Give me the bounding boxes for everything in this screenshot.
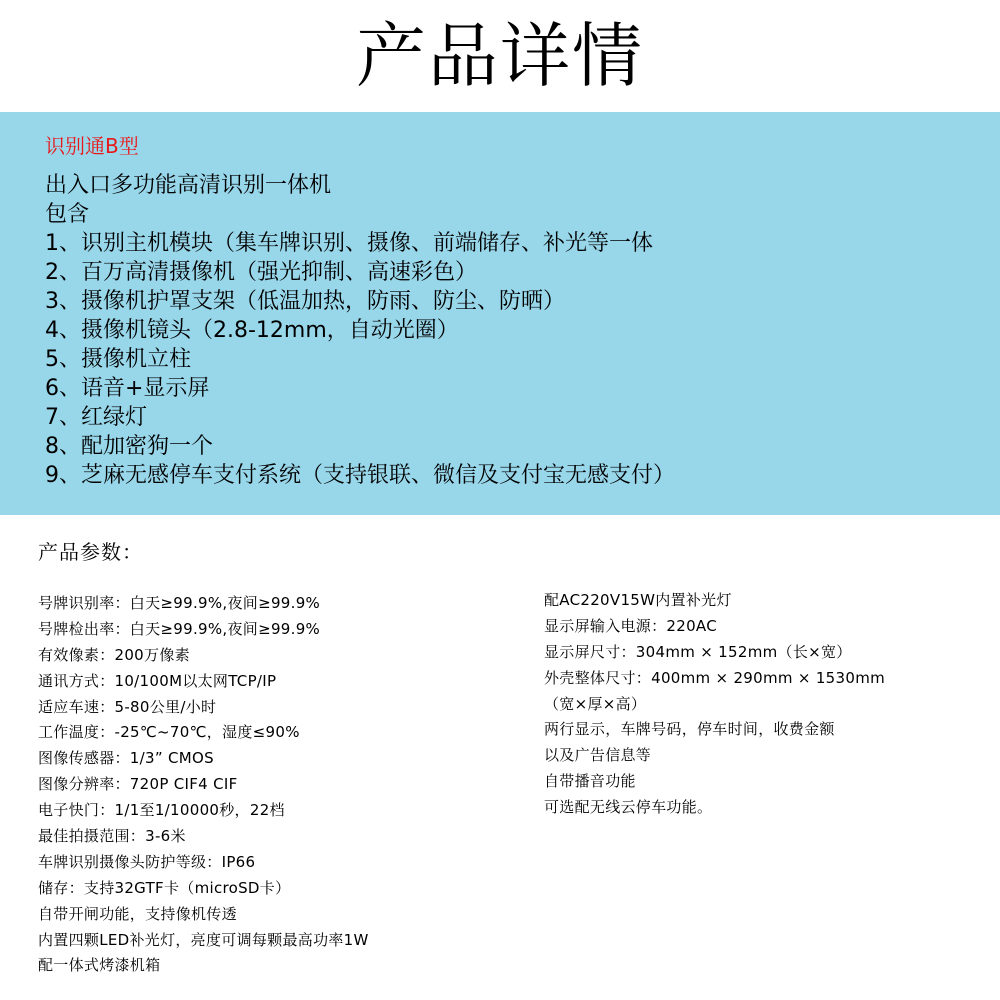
intro-list <box>45 171 675 490</box>
spec-list-left <box>38 591 369 979</box>
intro-item: 7、红绿灯 <box>45 405 147 430</box>
spec-item: 图像分辨率：720P CIF4 CIF <box>38 775 238 794</box>
spec-item: 适应车速：5-80公里/小时 <box>38 697 217 716</box>
spec-item: 显示屏输入电源：220AC <box>544 616 718 635</box>
spec-item: 外壳整体尺寸：400mm × 290mm × 1530mm <box>544 668 886 687</box>
spec-item: 储存：支持32GTF卡（microSD卡） <box>38 878 291 897</box>
intro-item: 1、识别主机模块（集车牌识别、摄像、前端储存、补光等一体 <box>45 231 653 256</box>
spec-list-right <box>544 588 885 821</box>
spec-item: 通讯方式：10/100M以太网TCP/IP <box>38 671 277 690</box>
page-title: 产品详情 <box>356 15 644 97</box>
spec-item: 车牌识别摄像头防护等级：IP66 <box>38 852 256 871</box>
spec-item: 工作温度：-25℃~70℃，湿度≤90% <box>38 723 300 742</box>
intro-item: 5、摄像机立柱 <box>45 347 191 372</box>
spec-item: 号牌识别率：白天≥99.9%,夜间≥99.9% <box>38 594 321 612</box>
intro-item: 8、配加密狗一个 <box>45 434 213 459</box>
intro-item: 4、摄像机镜头（2.8-12mm，自动光圈） <box>45 318 459 343</box>
intro-item: 3、摄像机护罩支架（低温加热，防雨、防尘、防晒） <box>45 289 565 314</box>
intro-item: 9、芝麻无感停车支付系统（支持银联、微信及支付宝无感支付） <box>45 463 675 488</box>
model-name: 识别通B型 <box>45 134 139 158</box>
spec-item: 内置四颗LED补光灯，亮度可调每颗最高功率1W <box>38 930 369 949</box>
intro-item: 2、百万高清摄像机（强光抑制、高速彩色） <box>45 260 477 285</box>
intro-line-includes: 包含 <box>45 202 90 227</box>
spec-item: 配AC220V15W内置补光灯 <box>544 591 732 609</box>
spec-item: 电子快门：1/1至1/10000秒，22档 <box>38 801 285 820</box>
spec-item: 自带开闸功能，支持像机传透 <box>38 904 237 923</box>
spec-item: 有效像素：200万像素 <box>38 645 190 664</box>
spec-item: 自带播音功能 <box>544 772 636 791</box>
intro-line-product: 出入口多功能高清识别一体机 <box>45 173 332 198</box>
intro-item: 6、语音+显示屏 <box>45 376 210 401</box>
params-heading: 产品参数： <box>38 540 143 564</box>
spec-item: （宽×厚×高） <box>544 694 647 713</box>
spec-item: 图像传感器：1/3” CMOS <box>38 749 214 768</box>
spec-item: 最佳拍摄范围：3-6米 <box>38 827 186 846</box>
spec-item: 可选配无线云停车功能。 <box>544 798 713 817</box>
spec-item: 号牌检出率：白天≥99.9%,夜间≥99.9% <box>38 619 321 638</box>
spec-item: 以及广告信息等 <box>544 746 652 765</box>
spec-item: 显示屏尺寸：304mm × 152mm（长×宽） <box>544 642 852 661</box>
page-header <box>0 0 1000 112</box>
spec-item: 配一体式烤漆机箱 <box>38 956 161 975</box>
spec-item: 两行显示，车牌号码，停车时间，收费金额 <box>544 720 835 739</box>
